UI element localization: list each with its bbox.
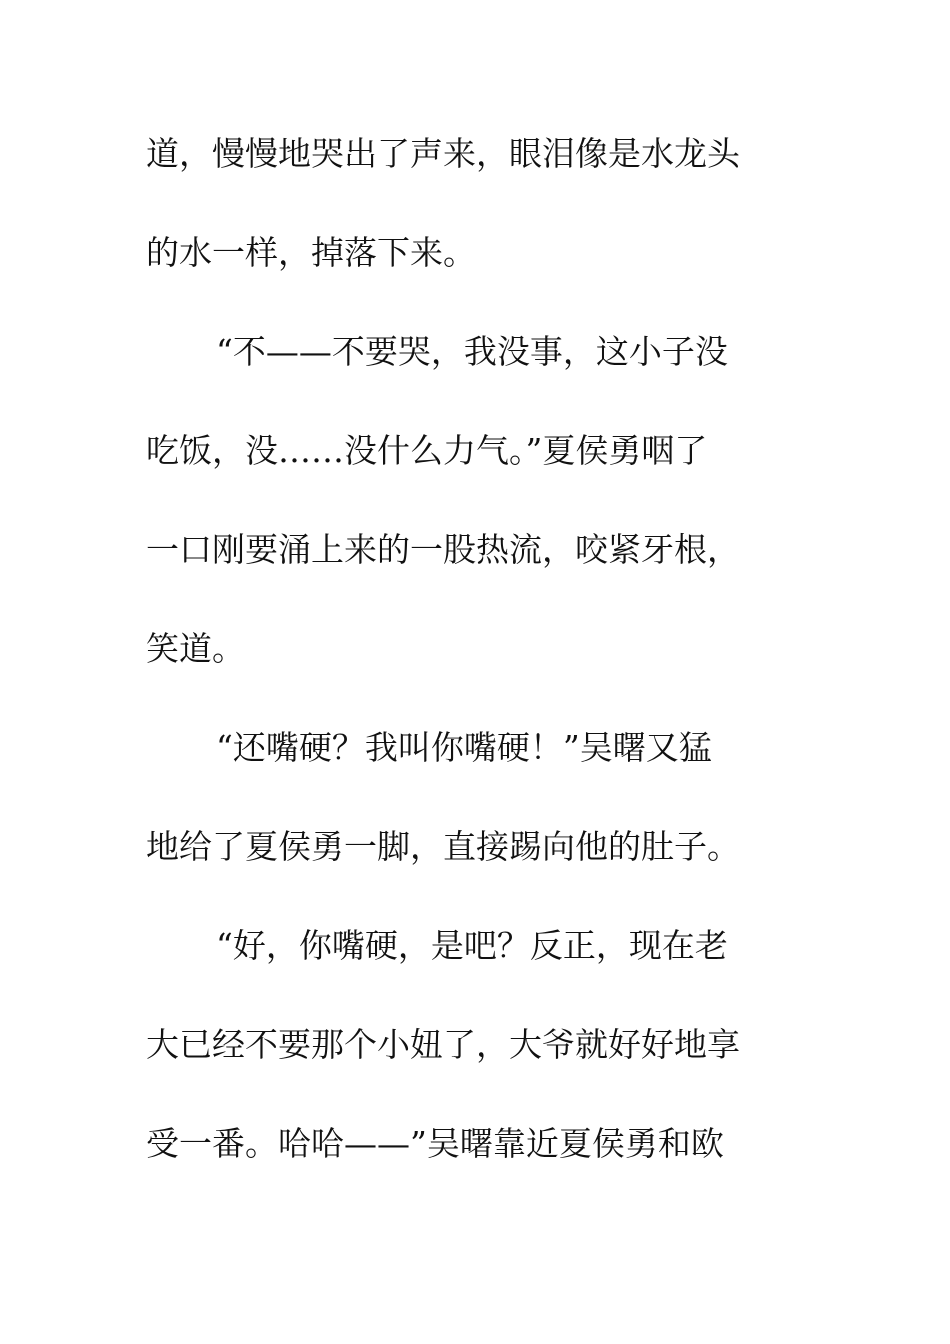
text-line: 一口刚要涌上来的一股热流，咬紧牙根， [146, 530, 740, 569]
text-line: 大已经不要那个小妞了，大爷就好好地享 [146, 1025, 740, 1064]
text-line: 笑道。 [146, 629, 245, 668]
text-line: “不——不要哭，我没事，这小子没 [216, 332, 728, 371]
text-line: 道，慢慢地哭出了声来，眼泪像是水龙头 [146, 134, 740, 173]
text-line: 地给了夏侯勇一脚，直接踢向他的肚子。 [146, 827, 740, 866]
text-line: 吃饭，没……没什么力气。”夏侯勇咽了 [146, 431, 708, 470]
text-line: “好，你嘴硬，是吧？反正，现在老 [216, 926, 728, 965]
text-line: “还嘴硬？我叫你嘴硬！”吴曙又猛 [216, 728, 712, 767]
text-line: 的水一样，掉落下来。 [146, 233, 476, 272]
text-line: 受一番。哈哈——”吴曙靠近夏侯勇和欧 [146, 1124, 724, 1163]
